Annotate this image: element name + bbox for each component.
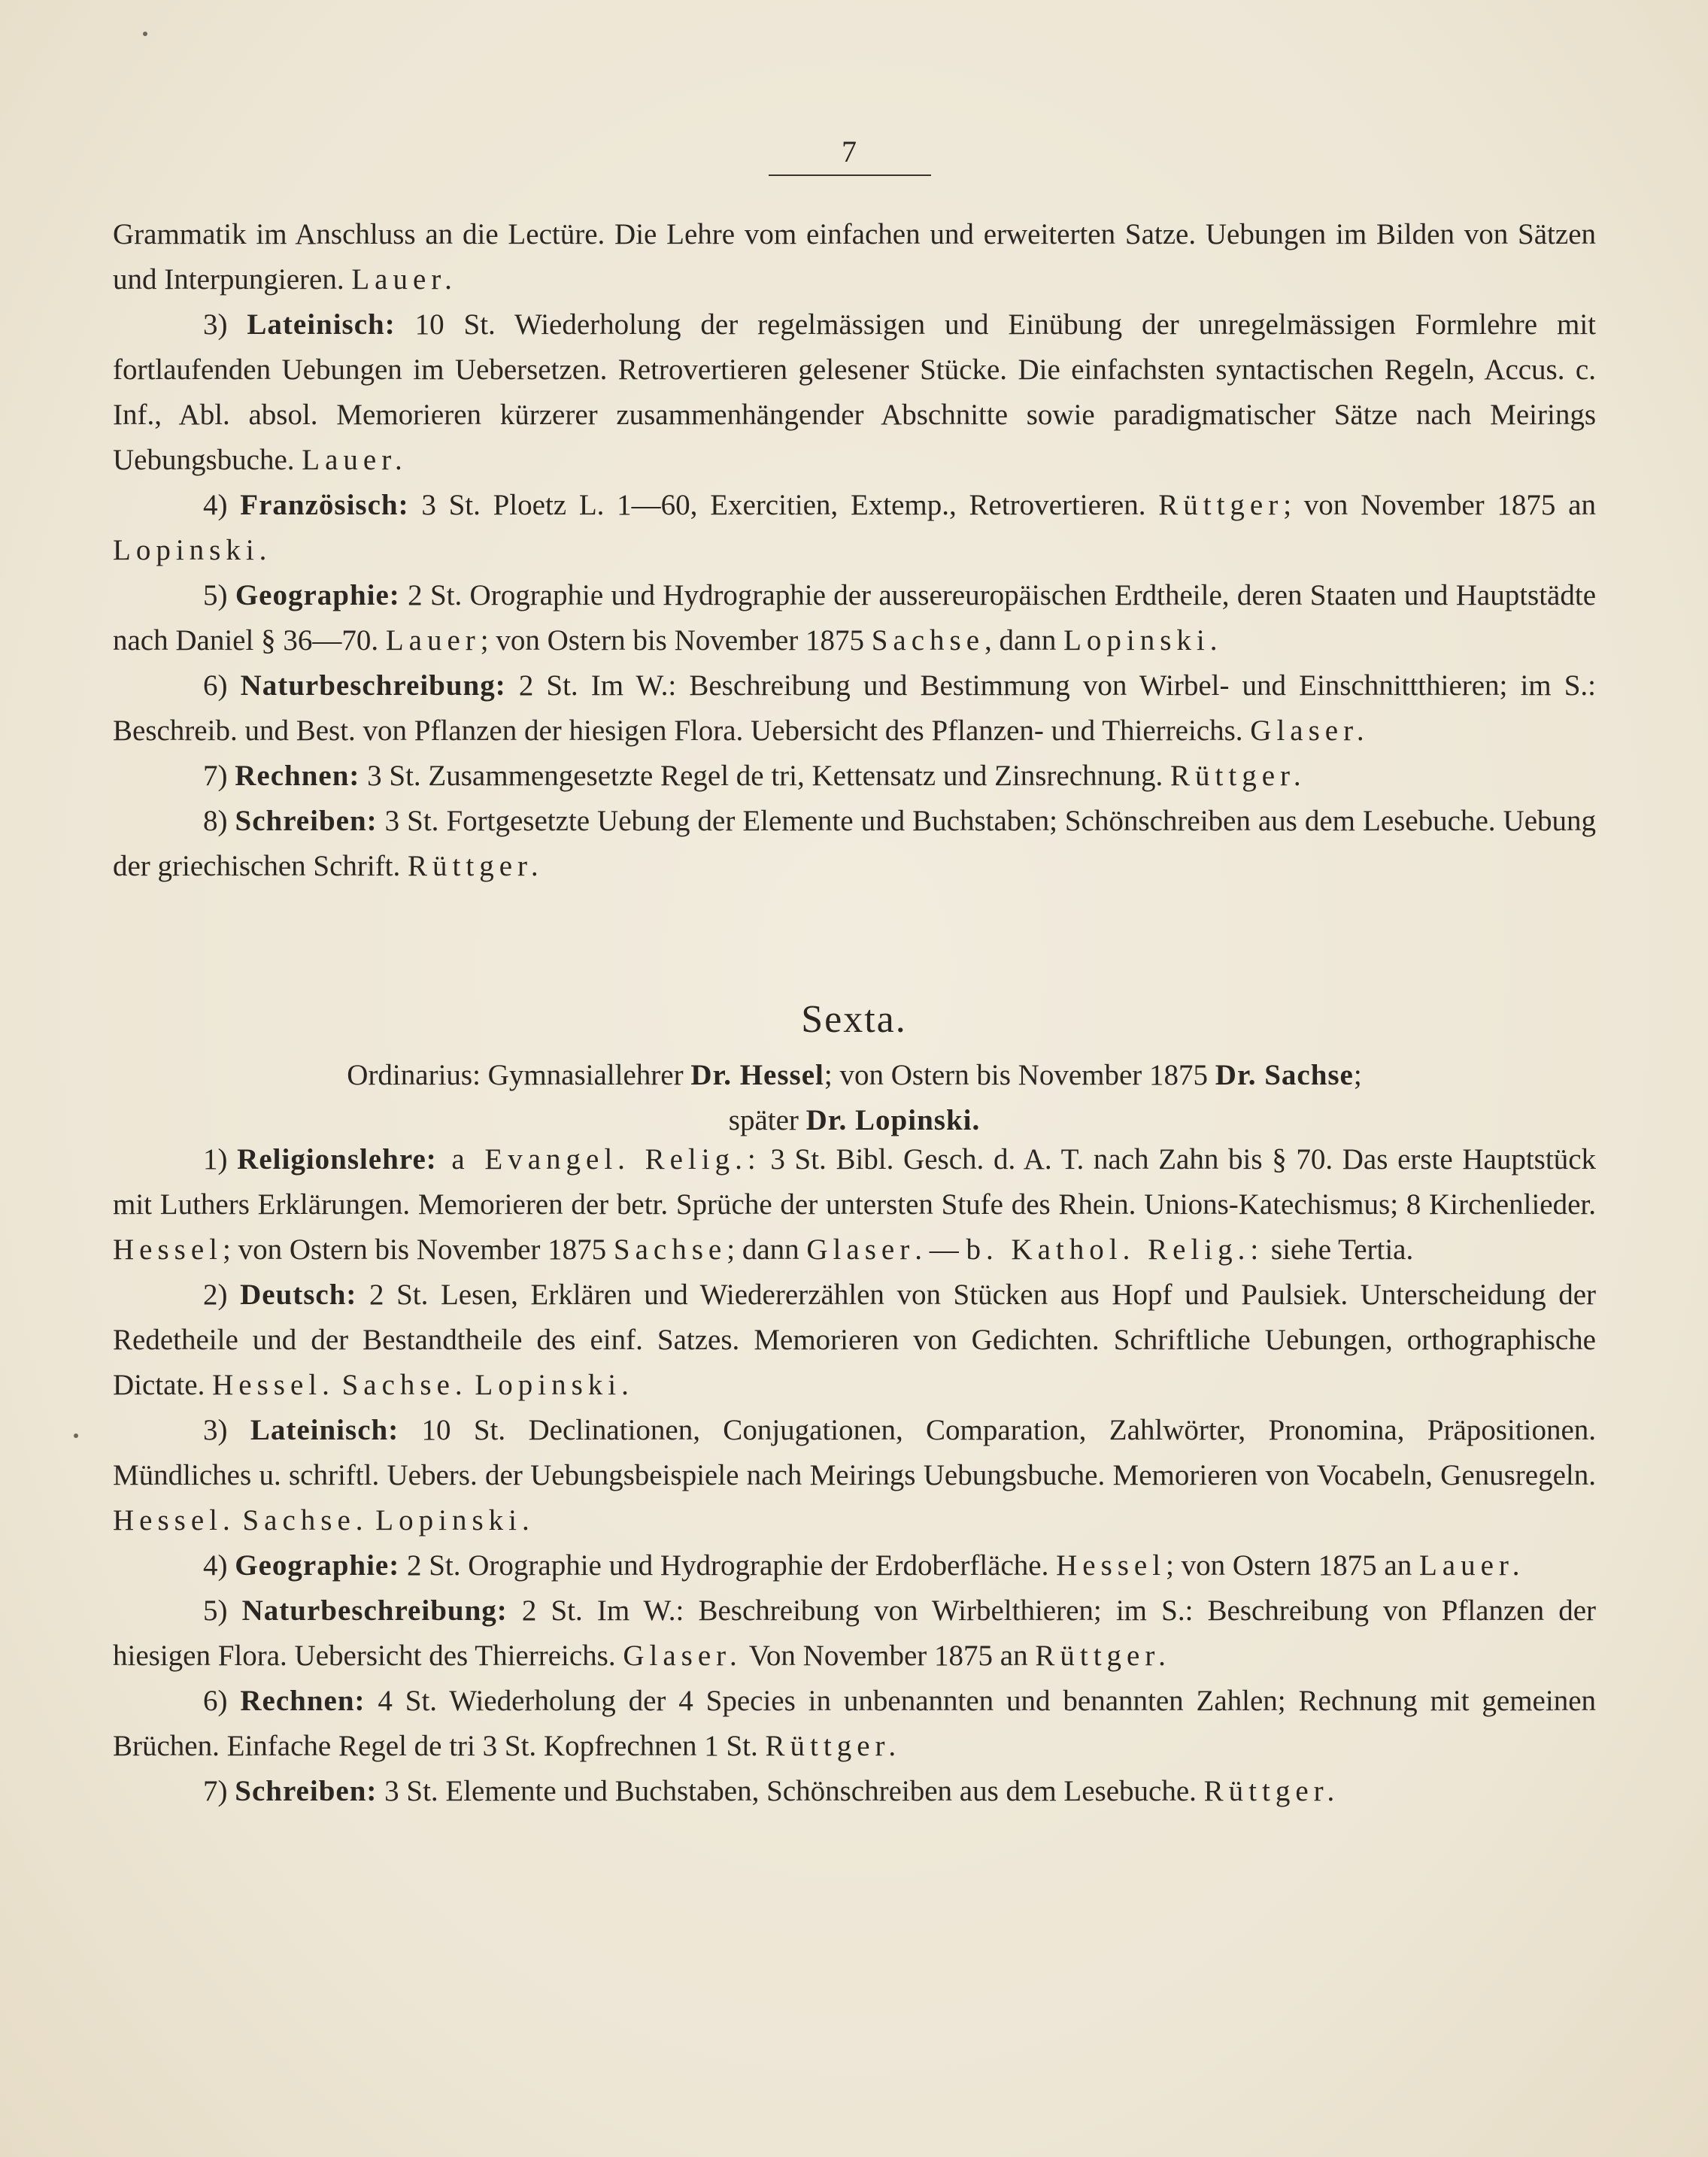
- teacher-name: Dr. Sachse: [1215, 1059, 1354, 1091]
- subject-heading: Französisch:: [240, 489, 409, 521]
- teacher-name: Hessel: [1056, 1549, 1166, 1582]
- subject-heading: Lateinisch:: [247, 308, 396, 341]
- teacher-name: Lauer: [385, 624, 481, 657]
- paragraph-latin: 3) Lateinisch: 10 St. Declinationen, Conjugationen, Comparation, Zahlwörter, Pronomina, Präpositionen. Mündliches u. schriftl. Uebers. der Uebungsbeispiele nach Meirings Uebungsbuche. Memorieren von Vocabeln, Genusregeln. Hessel. Sachse. Lopinski.: [113, 1414, 1597, 1537]
- paragraph-religion: 1) Religionslehre: a Evangel. Relig.: 3 St. Bibl. Gesch. d. A. T. nach Zahn bis § 70. Das erste Hauptstück mit Luthers Erklärungen. Memorieren der betr. Sprüche der untersten Stufe des Rhein. Unions-Katechismus; 8 Kirchenlieder. Hessel; von Ostern bis November 1875 Sachse; dann Glaser. — b. Kathol. Relig.: siehe Tertia.: [113, 1143, 1597, 1266]
- paragraph-arithmetic: 6) Rechnen: 4 St. Wiederholung der 4 Species in unbenannten und benannten Zahlen; Rechnung mit gemeinen Brüchen. Einfache Regel de tri 3 St. Kopfrechnen 1 St. Rüttger.: [113, 1685, 1597, 1762]
- teacher-name: Lopinski.: [113, 534, 272, 566]
- paper-speck: [143, 32, 147, 36]
- paragraph-arithmetic: 7) Rechnen: 3 St. Zusammengesetzte Regel de tri, Kettensatz und Zinsrechnung. Rüttger.: [203, 760, 1306, 792]
- teacher-name: Glaser.: [1250, 714, 1370, 747]
- page-number-rule: [769, 174, 931, 176]
- paper-speck: [74, 1433, 78, 1438]
- paragraph-natural-history: 6) Naturbeschreibung: 2 St. Im W.: Beschreibung und Bestimmung von Wirbel- und Einschnittthieren; im S.: Beschreib. und Best. von Pflanzen der hiesigen Flora. Uebersicht des Pflanzen- und Thierreichs. Glaser.: [113, 669, 1596, 747]
- paragraph-french: 4) Französisch: 3 St. Ploetz L. 1—60, Exercitien, Extemp., Retrovertieren. Rüttger; von November 1875 an Lopinski.: [113, 489, 1596, 566]
- paragraph-grammar: Grammatik im Anschluss an die Lectüre. Die Lehre vom einfachen und erweiterten Satze. Uebungen im Bilden von Sätzen und Interpungieren. Lauer.: [113, 218, 1596, 296]
- paragraph-writing: 8) Schreiben: 3 St. Fortgesetzte Uebung der Elemente und Buchstaben; Schönschreiben aus dem Lesebuche. Uebung der griechischen Schrift. Rüttger.: [113, 805, 1596, 882]
- teacher-name: Rüttger.: [765, 1730, 902, 1762]
- teacher-name: Sachse.: [341, 1369, 468, 1401]
- teacher-name: Sachse.: [242, 1504, 369, 1537]
- subject-heading: Rechnen:: [240, 1685, 366, 1717]
- sexta-curriculum: [113, 1137, 1596, 1814]
- teacher-name: Hessel.: [212, 1369, 335, 1401]
- subject-heading: Geographie:: [235, 1549, 400, 1582]
- teacher-name: Lauer.: [1418, 1549, 1525, 1582]
- teacher-name: Dr. Lopinski.: [805, 1104, 981, 1136]
- subject-heading: Deutsch:: [240, 1279, 357, 1311]
- paragraph-geography: 5) Geographie: 2 St. Orographie und Hydrographie der aussereuropäischen Erdtheile, deren Staaten und Hauptstädte nach Daniel § 36—70. Lauer; von Ostern bis November 1875 Sachse, dann Lopinski.: [113, 579, 1597, 657]
- teacher-name: Rüttger: [1158, 489, 1284, 521]
- teacher-name: Lauer.: [302, 444, 408, 476]
- teacher-name: Dr. Hessel: [690, 1059, 824, 1091]
- teacher-name: Rüttger.: [1170, 760, 1306, 792]
- subject-heading: Lateinisch:: [250, 1414, 399, 1446]
- teacher-name: Sachse: [613, 1233, 727, 1266]
- subject-heading: Rechnen:: [235, 760, 360, 792]
- subject-heading: Schreiben:: [235, 1775, 378, 1807]
- teacher-name: Rüttger.: [1035, 1640, 1171, 1672]
- paragraph-writing: 7) Schreiben: 3 St. Elemente und Buchstaben, Schönschreiben aus dem Lesebuche. Rüttger.: [203, 1775, 1340, 1807]
- section-heading-sexta: Sexta.: [801, 998, 907, 1041]
- teacher-name: Lopinski.: [1063, 624, 1223, 657]
- teacher-name: Lauer.: [351, 263, 457, 296]
- curriculum-continued: [113, 212, 1596, 889]
- paragraph-geography: 4) Geographie: 2 St. Orographie und Hydrographie der Erdoberfläche. Hessel; von Ostern 1875 an Lauer.: [203, 1549, 1525, 1582]
- subject-heading: Religionslehre:: [237, 1143, 437, 1176]
- teacher-name: Hessel.: [113, 1504, 235, 1537]
- ordinarius-line: Ordinarius: Gymnasiallehrer Dr. Hessel; von Ostern bis November 1875 Dr. Sachse; später Dr. Lopinski.: [347, 1059, 1362, 1136]
- teacher-name: Glaser.: [623, 1640, 742, 1672]
- teacher-name: Lopinski.: [375, 1504, 535, 1537]
- subject-heading: Geographie:: [235, 579, 400, 611]
- paragraph-latin: 3) Lateinisch: 10 St. Wiederholung der regelmässigen und Einübung der unregelmässigen Formlehre mit fortlaufenden Uebungen im Uebersetzen. Retrovertieren gelesener Stücke. Die einfachsten syntactischen Regeln, Accus. c. Inf., Abl. absol. Memorieren kürzerer zusammenhängender Abschnitte sowie paradigmatischer Sätze nach Meirings Uebungsbuche. Lauer.: [113, 308, 1596, 476]
- paragraph-natural-history: 5) Naturbeschreibung: 2 St. Im W.: Beschreibung von Wirbelthieren; im S.: Beschreibung von Pflanzen der hiesigen Flora. Uebersicht des Thierreichs. Glaser. Von November 1875 an Rüttger.: [113, 1594, 1596, 1672]
- paragraph-german: 2) Deutsch: 2 St. Lesen, Erklären und Wiedererzählen von Stücken aus Hopf und Paulsiek. Unterscheidung der Redetheile und der Bestandtheile des einf. Satzes. Memorieren von Gedichten. Schriftliche Uebungen, orthographische Dictate. Hessel. Sachse. Lopinski.: [113, 1279, 1597, 1401]
- subject-heading: Naturbeschreibung:: [240, 669, 506, 702]
- subject-heading: Naturbeschreibung:: [241, 1594, 508, 1627]
- teacher-name: Lopinski.: [475, 1369, 634, 1401]
- teacher-name: Sachse: [871, 624, 985, 657]
- teacher-name: Glaser: [806, 1233, 915, 1266]
- teacher-name: Hessel: [113, 1233, 223, 1266]
- page-number: 7: [842, 135, 858, 168]
- subject-heading: Schreiben:: [235, 805, 378, 837]
- teacher-name: Rüttger.: [1203, 1775, 1340, 1807]
- teacher-name: Rüttger.: [408, 850, 544, 882]
